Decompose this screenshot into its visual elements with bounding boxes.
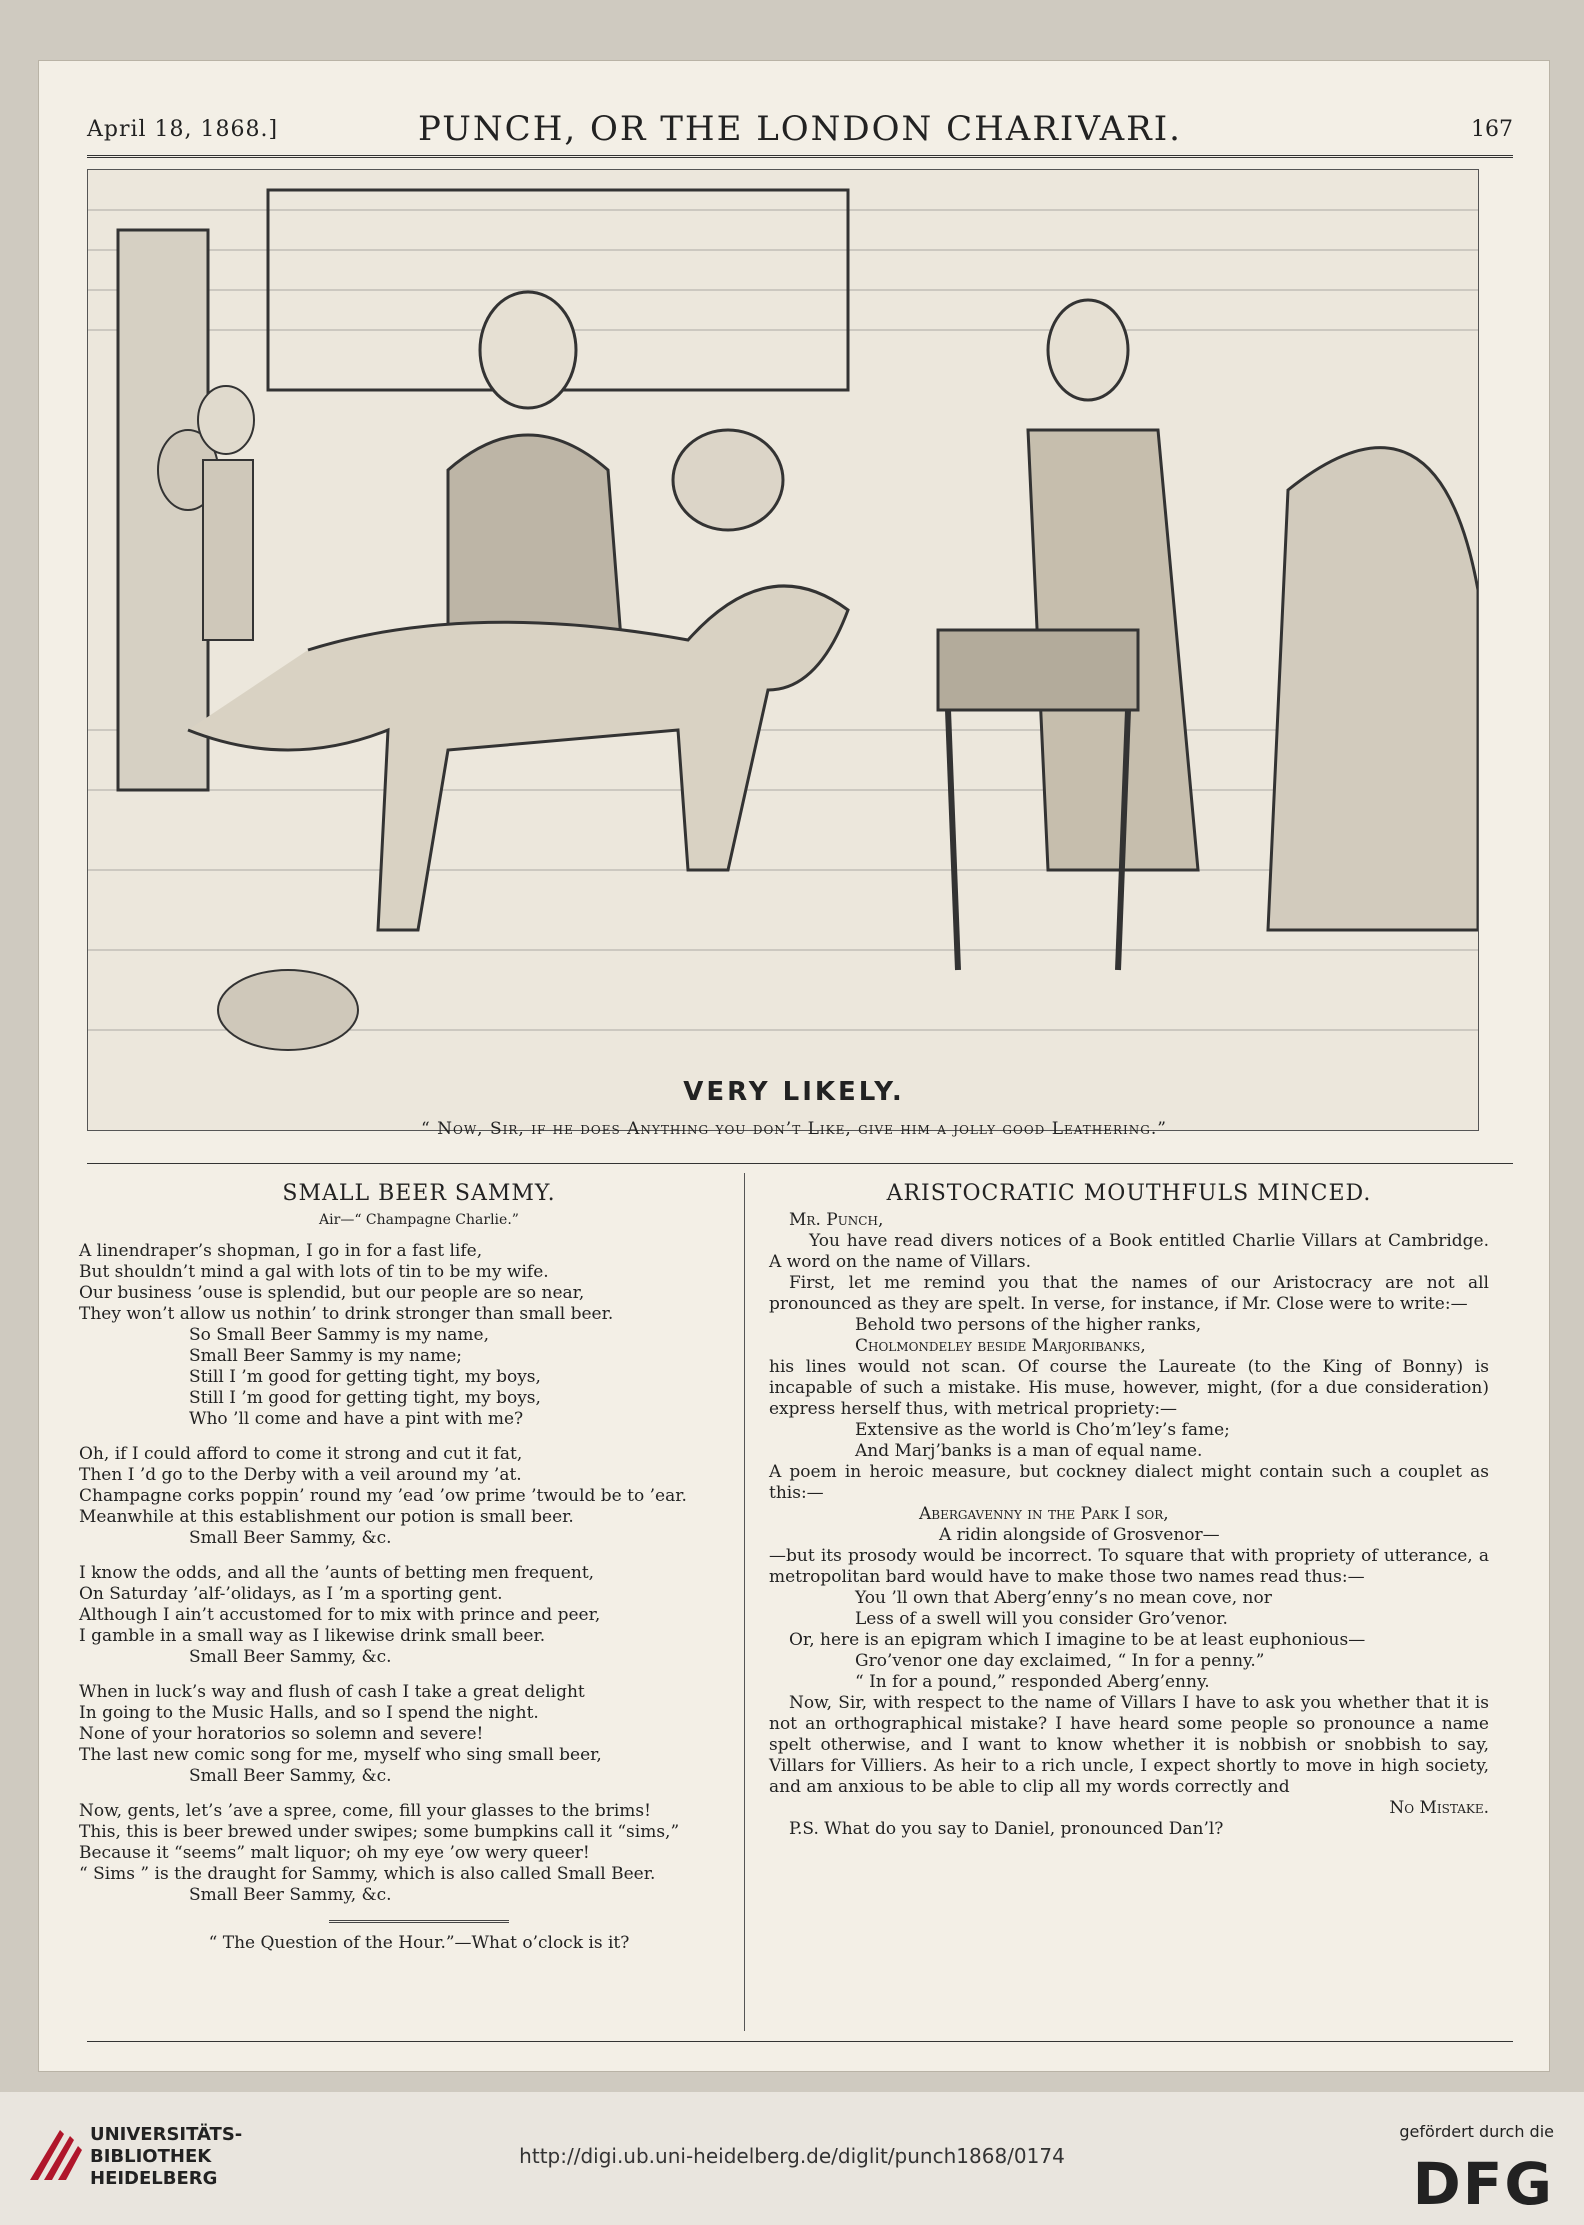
poem-line: The last new comic song for me, myself who sing small beer, xyxy=(79,1745,602,1765)
poem-line: Our business ’ouse is splendid, but our people are so near, xyxy=(79,1283,585,1303)
paragraph: Now, Sir, with respect to the name of Villars I have to ask you whether that it is not an orthographical mistake? I have heard some people so pronounce a name spelt otherwise, and I want to know whether it is nobbish or snobbish to say, Villars for Villiers. As heir to a rich uncle, I expect shortly to move in high society, and am anxious to be able to clip all my words correctly and xyxy=(769,1693,1489,1797)
poem-line: Now, gents, let’s ’ave a spree, come, fill your glasses to the brims! xyxy=(79,1801,651,1821)
paragraph: A poem in heroic measure, but cockney dialect might contain such a couplet as this:— xyxy=(769,1462,1489,1503)
stanza-2 xyxy=(79,1444,759,1549)
verse-line: Extensive as the world is Cho’m’ley’s fame; xyxy=(855,1420,1230,1440)
chorus-line: Who ’ll come and have a pint with me? xyxy=(189,1409,524,1429)
verse-line: You ’ll own that Aberg’enny’s no mean cove, nor xyxy=(855,1588,1272,1608)
poem-title: SMALL BEER SAMMY. xyxy=(282,1181,556,1206)
poem-line: On Saturday ’alf-’olidays, as I ’m a sporting gent. xyxy=(79,1584,503,1604)
chorus-line: Small Beer Sammy, &c. xyxy=(189,1766,392,1786)
stanza-3 xyxy=(79,1563,759,1668)
library-name-line: UNIVERSITÄTS- xyxy=(90,2124,243,2145)
paragraph: First, let me remind you that the names of our Aristocracy are not all pronounced as they are spelt. In verse, for instance, if Mr. Close were to write:— xyxy=(769,1273,1489,1314)
poem-line: Because it “seems” malt liquor; oh my eye ’ow wery queer! xyxy=(79,1843,590,1863)
question-of-the-hour: “ The Question of the Hour.”—What o’clock is it? xyxy=(208,1933,630,1953)
verse-line: Gro’venor one day exclaimed, “ In for a penny.” xyxy=(855,1651,1265,1671)
page-number: 167 xyxy=(1471,117,1513,142)
poem-line: “ Sims ” is the draught for Sammy, which is also called Small Beer. xyxy=(79,1864,656,1884)
poem-line: I know the odds, and all the ’aunts of betting men frequent, xyxy=(79,1563,595,1583)
poem-line: Then I ’d go to the Derby with a veil around my ’at. xyxy=(79,1465,522,1485)
poem-line: Meanwhile at this establishment our potion is small beer. xyxy=(79,1507,574,1527)
page-sheet xyxy=(38,60,1550,2072)
running-header xyxy=(87,91,1513,151)
header-rule xyxy=(87,155,1513,160)
poem-line: When in luck’s way and flush of cash I take a great delight xyxy=(79,1682,585,1702)
stanza-4 xyxy=(79,1682,759,1787)
dfg-logo: DFG xyxy=(1412,2150,1554,2218)
paragraph: his lines would not scan. Of course the Laureate (to the King of Bonny) is incapable of such a mistake. His muse, however, might, (for a due consideration) express herself thus, with metrical propriety:— xyxy=(769,1357,1489,1419)
poem-line: I gamble in a small way as I likewise drink small beer. xyxy=(79,1626,546,1646)
section-rule xyxy=(329,1920,509,1923)
caption-rule xyxy=(87,1163,1513,1164)
stanza-5 xyxy=(79,1801,759,1906)
paragraph: You have read divers notices of a Book entitled Charlie Villars at Cambridge. A word on the name of Villars. xyxy=(769,1231,1489,1272)
poem-line: But shouldn’t mind a gal with lots of tin to be my wife. xyxy=(79,1262,549,1282)
cartoon-illustration xyxy=(87,169,1479,1131)
left-column xyxy=(79,1183,759,1954)
paragraph: —but its prosody would be incorrect. To square that with propriety of utterance, a metropolitan bard would have to make those two names read thus:— xyxy=(769,1546,1489,1587)
viewer-footer xyxy=(0,2092,1584,2225)
library-name-line: BIBLIOTHEK xyxy=(90,2146,212,2167)
issue-date: April 18, 1868.] xyxy=(87,117,279,142)
poem-line: None of your horatorios so solemn and severe! xyxy=(79,1724,484,1744)
chorus-line: Still I ’m good for getting tight, my boys, xyxy=(189,1388,541,1408)
chorus-line: Small Beer Sammy, &c. xyxy=(189,1885,392,1905)
verse-line: Behold two persons of the higher ranks, xyxy=(855,1315,1202,1335)
postscript: P.S. What do you say to Daniel, pronounced Dan’l? xyxy=(789,1819,1224,1839)
article-title: ARISTOCRATIC MOUTHFULS MINCED. xyxy=(886,1181,1372,1206)
masthead-title: PUNCH, OR THE LONDON CHARIVARI. xyxy=(418,109,1182,149)
chorus-line: Small Beer Sammy, &c. xyxy=(189,1528,392,1548)
poem-line: Although I ain’t accustomed for to mix with prince and peer, xyxy=(79,1605,601,1625)
chorus-line: Small Beer Sammy, &c. xyxy=(189,1647,392,1667)
stanza-1 xyxy=(79,1241,759,1430)
poem-line: Champagne corks poppin’ round my ’ead ’ow prime ’twould be to ’ear. xyxy=(79,1486,687,1506)
permalink[interactable]: http://digi.ub.uni-heidelberg.de/diglit/punch1868/0174 xyxy=(519,2144,1065,2168)
library-name-line: HEIDELBERG xyxy=(90,2168,218,2189)
engraving-image xyxy=(88,170,1478,1130)
cartoon-title: VERY LIKELY. xyxy=(683,1077,905,1107)
salutation: Mr. Punch, xyxy=(789,1210,884,1230)
verse-line: Cholmondeley beside Marjoribanks, xyxy=(855,1336,1146,1356)
verse-line: And Marj’banks is a man of equal name. xyxy=(855,1441,1203,1461)
funding-label: gefördert durch die xyxy=(1399,2122,1554,2141)
verse-line: Less of a swell will you consider Gro’venor. xyxy=(855,1609,1228,1629)
bottom-rule xyxy=(87,2041,1513,2042)
verse-line: A ridin alongside of Grosvenor— xyxy=(939,1525,1220,1545)
verse-line: “ In for a pound,” responded Aberg’enny. xyxy=(855,1672,1210,1692)
verse-line: Abergavenny in the Park I sor, xyxy=(919,1504,1169,1524)
poem-air: Air—“ Champagne Charlie.” xyxy=(319,1212,519,1228)
cartoon-caption: “ Now, Sir, if he does Anything you don’t Like, give him a jolly good Leathering.” xyxy=(421,1119,1167,1139)
poem-line: This, this is beer brewed under swipes; some bumpkins call it “sims,” xyxy=(79,1822,680,1842)
poem-line: In going to the Music Halls, and so I spend the night. xyxy=(79,1703,539,1723)
poem-line: They won’t allow us nothin’ to drink stronger than small beer. xyxy=(79,1304,614,1324)
chorus-line: So Small Beer Sammy is my name, xyxy=(189,1325,489,1345)
signature: No Mistake. xyxy=(1389,1798,1489,1818)
poem-line: Oh, if I could afford to come it strong and cut it fat, xyxy=(79,1444,523,1464)
poem-line: A linendraper’s shopman, I go in for a fast life, xyxy=(79,1241,483,1261)
right-column xyxy=(769,1183,1489,1840)
chorus-line: Small Beer Sammy is my name; xyxy=(189,1346,463,1366)
chorus-line: Still I ’m good for getting tight, my boys, xyxy=(189,1367,541,1387)
paragraph: Or, here is an epigram which I imagine to be at least euphonious— xyxy=(789,1630,1366,1650)
